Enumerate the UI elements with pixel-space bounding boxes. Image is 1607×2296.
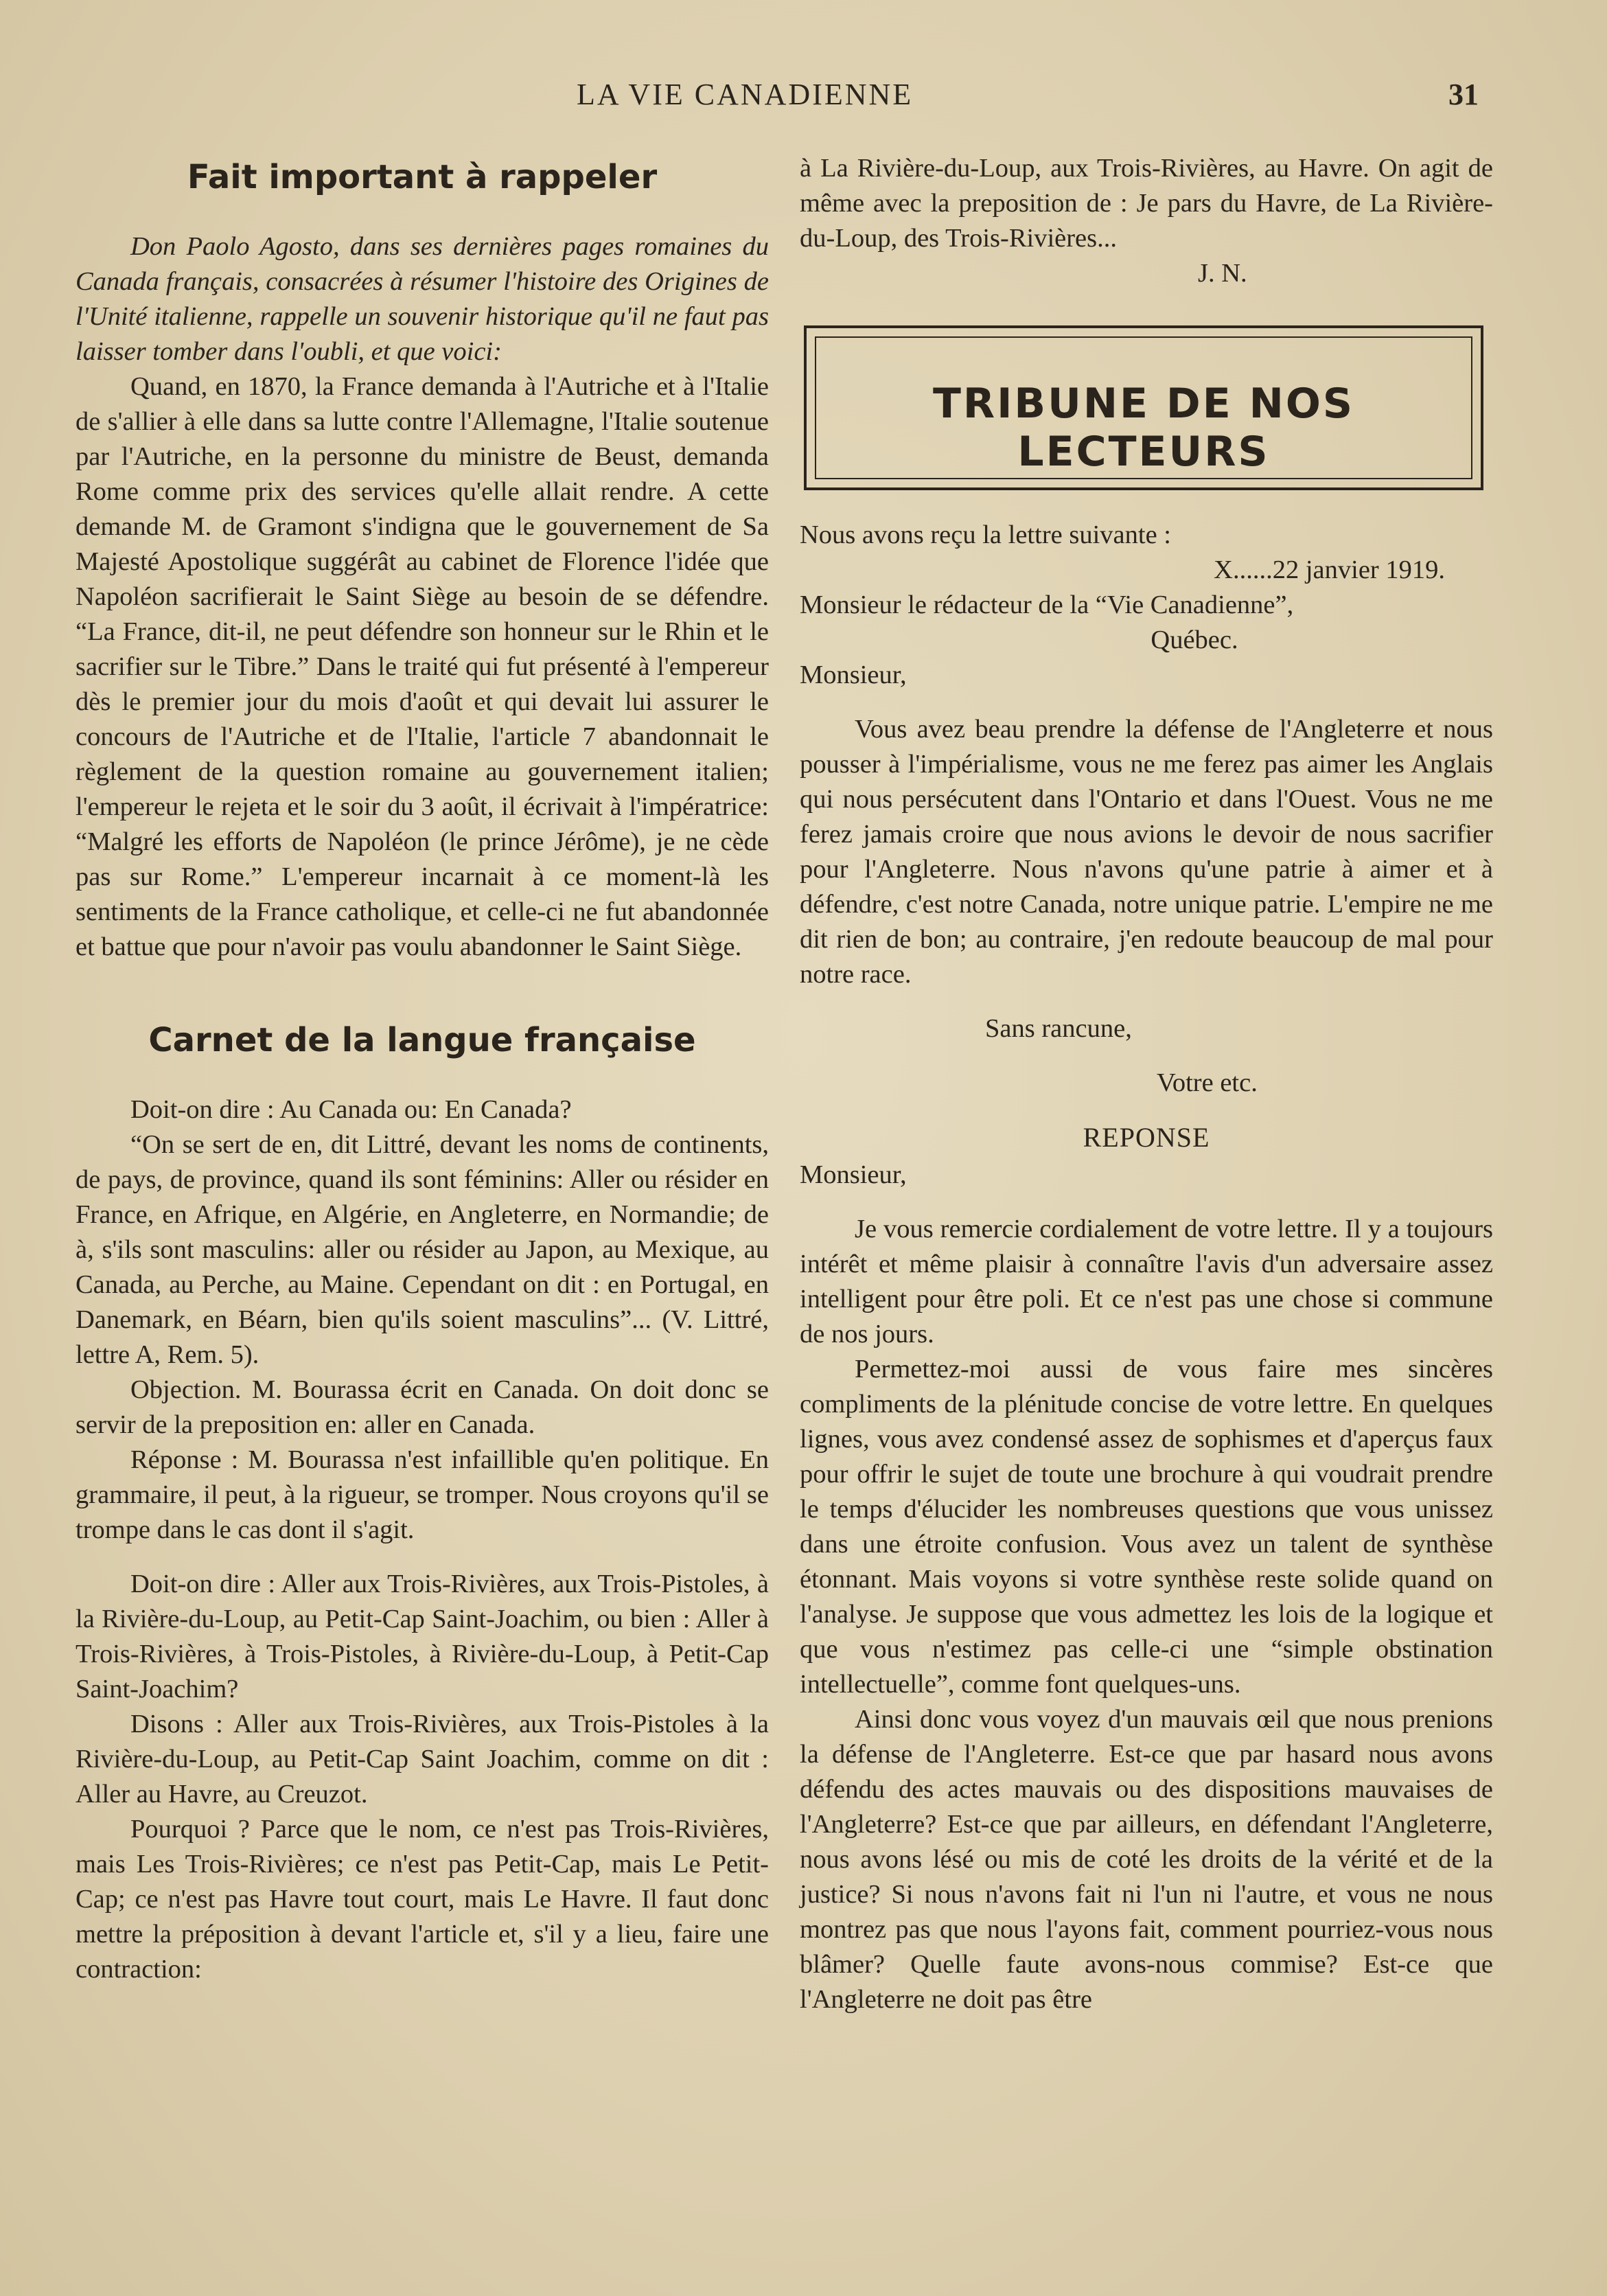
letter-salutation: Monsieur, — [800, 661, 907, 689]
reponse-paragraph-1: Je vous remercie cordialement de votre lettre. Il y a toujours intérêt et même plaisir à connaître l'avis d'un adversaire assez intelligent pour être poli. Et ce n'est pas une chose si commune de nos jours. — [800, 1215, 1493, 1348]
tribune-title-box — [804, 325, 1483, 490]
reponse-paragraph-2: Permettez-moi aussi de vous faire mes sincères compliments de la plénitude concise de votre lettre. En quelques lignes, vous avez condensé assez de sophismes et d'aperçus faux pour offrir le sujet de toute une brochure à qui voudrait prendre le temps d'élucider les nombreuses questions que vous unissez dans une étroite confusion. Vous avez un talent de synthèse étonnant. Mais voyons si votre synthèse reste solide quand on l'analyse. Je suppose que vous admettez les lois de la logique et que vous n'estimez pas celle-ci une “simple obstination intellectuelle”, comme font quelques-uns. — [800, 1355, 1493, 1699]
reponse-salutation: Monsieur, — [800, 1160, 907, 1189]
reponse-paragraph-3: Ainsi donc vous voyez d'un mauvais œil que nous prenions la défense de l'Angleterre. Est-ce que par hasard nous avons défendu des actes mauvais ou des dispositions mauvaises de l'Angleterre? Est-ce que par ailleurs, en défendant l'Angleterre, nous avons lésé ou mis de coté les droits de la vérité et de la justice? Si nous n'avons fait ni l'un ni l'autre, et vous ne nous montrez pas que nous l'ayons fait, comment pourriez-vous nous blâmer? Quelle faute avons-nous commise? Est-ce que l'Angleterre ne doit pas être — [800, 1705, 1493, 2014]
reponse-heading: REPONSE — [1083, 1122, 1210, 1153]
objection-paragraph: Objection. M. Bourassa écrit en Canada. On doit donc se servir de la preposition en: aller en Canada. — [76, 1375, 769, 1439]
continuation-paragraph: à La Rivière-du-Loup, aux Trois-Rivières, au Havre. On agit de même avec la preposition de : Je pars du Havre, de La Rivière-du-Loup, des Trois-Rivières... — [800, 154, 1493, 253]
reponse-paragraph: Réponse : M. Bourassa n'est infaillible qu'en politique. En grammaire, il peut, à la rigueur, se tromper. Nous croyons qu'il se trompe dans le cas dont il s'agit. — [76, 1445, 769, 1544]
article-title-carnet: Carnet de la langue française — [148, 1021, 696, 1059]
letter-addressee: Monsieur le rédacteur de la “Vie Canadienne”, — [800, 590, 1294, 619]
article-title-fait-important: Fait important à rappeler — [187, 158, 658, 196]
author-signature: J. N. — [1198, 259, 1247, 288]
disons-paragraph: Disons : Aller aux Trois-Rivières, aux Trois-Pistoles à la Rivière-du-Loup, au Petit-Cap Saint Joachim, comme on dit : Aller au Havre, au Creuzot. — [76, 1710, 769, 1809]
letter-intro: Nous avons reçu la lettre suivante : — [800, 520, 1171, 549]
tribune-title: TRIBUNE DE NOS LECTEURS — [932, 380, 1355, 476]
question-trois-rivieres: Doit-on dire : Aller aux Trois-Rivières, aux Trois-Pistoles, à la Rivière-du-Loup, au Petit-Cap Saint-Joachim, ou bien : Aller à Trois-Rivières, à Trois-Pistoles, à Rivière-du-Loup, à Petit-Cap Saint-Joachim? — [76, 1570, 769, 1703]
left-column — [76, 151, 769, 1987]
journal-title: LA VIE CANADIENNE — [577, 78, 914, 111]
letter-closing-1: Sans rancune, — [985, 1014, 1132, 1043]
letter-city: Québec. — [1151, 625, 1238, 654]
question-au-en-canada: Doit-on dire : Au Canada ou: En Canada? — [130, 1095, 572, 1124]
right-column — [800, 151, 1493, 2017]
littre-quote: “On se sert de en, dit Littré, devant les noms de continents, de pays, de province, quand ils sont féminins: Aller ou résider en France, en Afrique, en Algérie, en Angleterre, en Normandie; de à, s'ils sont masculins: aller ou résider au Japon, au Mexique, au Canada, au Perche, au Maine. Cependant on dit : en Portugal, en Danemark, en Béarn, bien qu'ils soient masculins”... (V. Littré, lettre A, Rem. 5). — [76, 1130, 769, 1369]
letter-body: Vous avez beau prendre la défense de l'Angleterre et nous pousser à l'impérialisme, vous ne me ferez pas aimer les Anglais qui nous persécutent dans l'Ontario et dans l'Ouest. Vous ne me ferez jamais croire que nous avions le devoir de nous sacrifier pour l'Angleterre. Nous n'avons qu'une patrie à aimer et à défendre, c'est notre Canada, notre unique patrie. L'empire ne me dit rien de bon; au contraire, j'en redoute beaucoup de mal pour notre race. — [800, 715, 1493, 989]
running-head — [0, 77, 1607, 118]
page-number: 31 — [1448, 78, 1479, 111]
letter-closing-2: Votre etc. — [1157, 1068, 1258, 1097]
pourquoi-paragraph: Pourquoi ? Parce que le nom, ce n'est pas Trois-Rivières, mais Les Trois-Rivières; ce n'est pas Petit-Cap, mais Le Petit-Cap; ce n'est pas Havre tout court, mais Le Havre. Il faut donc mettre la préposition à devant l'article et, s'il y a lieu, faire une contraction: — [76, 1815, 769, 1984]
article-intro: Don Paolo Agosto, dans ses dernières pages romaines du Canada français, consacrées à résumer l'histoire des Origines de l'Unité italienne, rappelle un souvenir historique qu'il ne faut pas laisser tomber dans l'oubli, et que voici: — [76, 232, 769, 366]
article-body: Quand, en 1870, la France demanda à l'Autriche et à l'Italie de s'allier à elle dans sa lutte contre l'Allemagne, l'Italie soutenue par l'Autriche, en la personne du ministre de Beust, demanda Rome comme prix des services qu'elle allait rendre. A cette demande M. de Gramont s'indigna que le gouvernement de Sa Majesté Apostolique suggérât au cabinet de Florence l'idée que Napoléon sacrifierait le Saint Siège au besoin de se défendre. “La France, dit-il, ne peut défendre son honneur sur le Rhin et le sacrifier sur le Tibre.” Dans le traité qui fut présenté à l'empereur dès le premier jour du mois d'août et qui devait lui assurer le concours de l'Autriche et de l'Italie, l'article 7 abandonnait le règlement de la question romaine au gouvernement italien; l'empereur le rejeta et le soir du 3 août, il écrivait à l'impératrice: “Malgré les efforts de Napoléon (le prince Jérôme), je ne cède pas sur Rome.” L'empereur incarnait à ce moment-là les sentiments de la France catholique, et celle-ci ne fut abandonnée et battue que pour n'avoir pas voulu abandonner le Saint Siège. — [76, 372, 769, 961]
letter-dateline: X......22 janvier 1919. — [1214, 555, 1445, 584]
